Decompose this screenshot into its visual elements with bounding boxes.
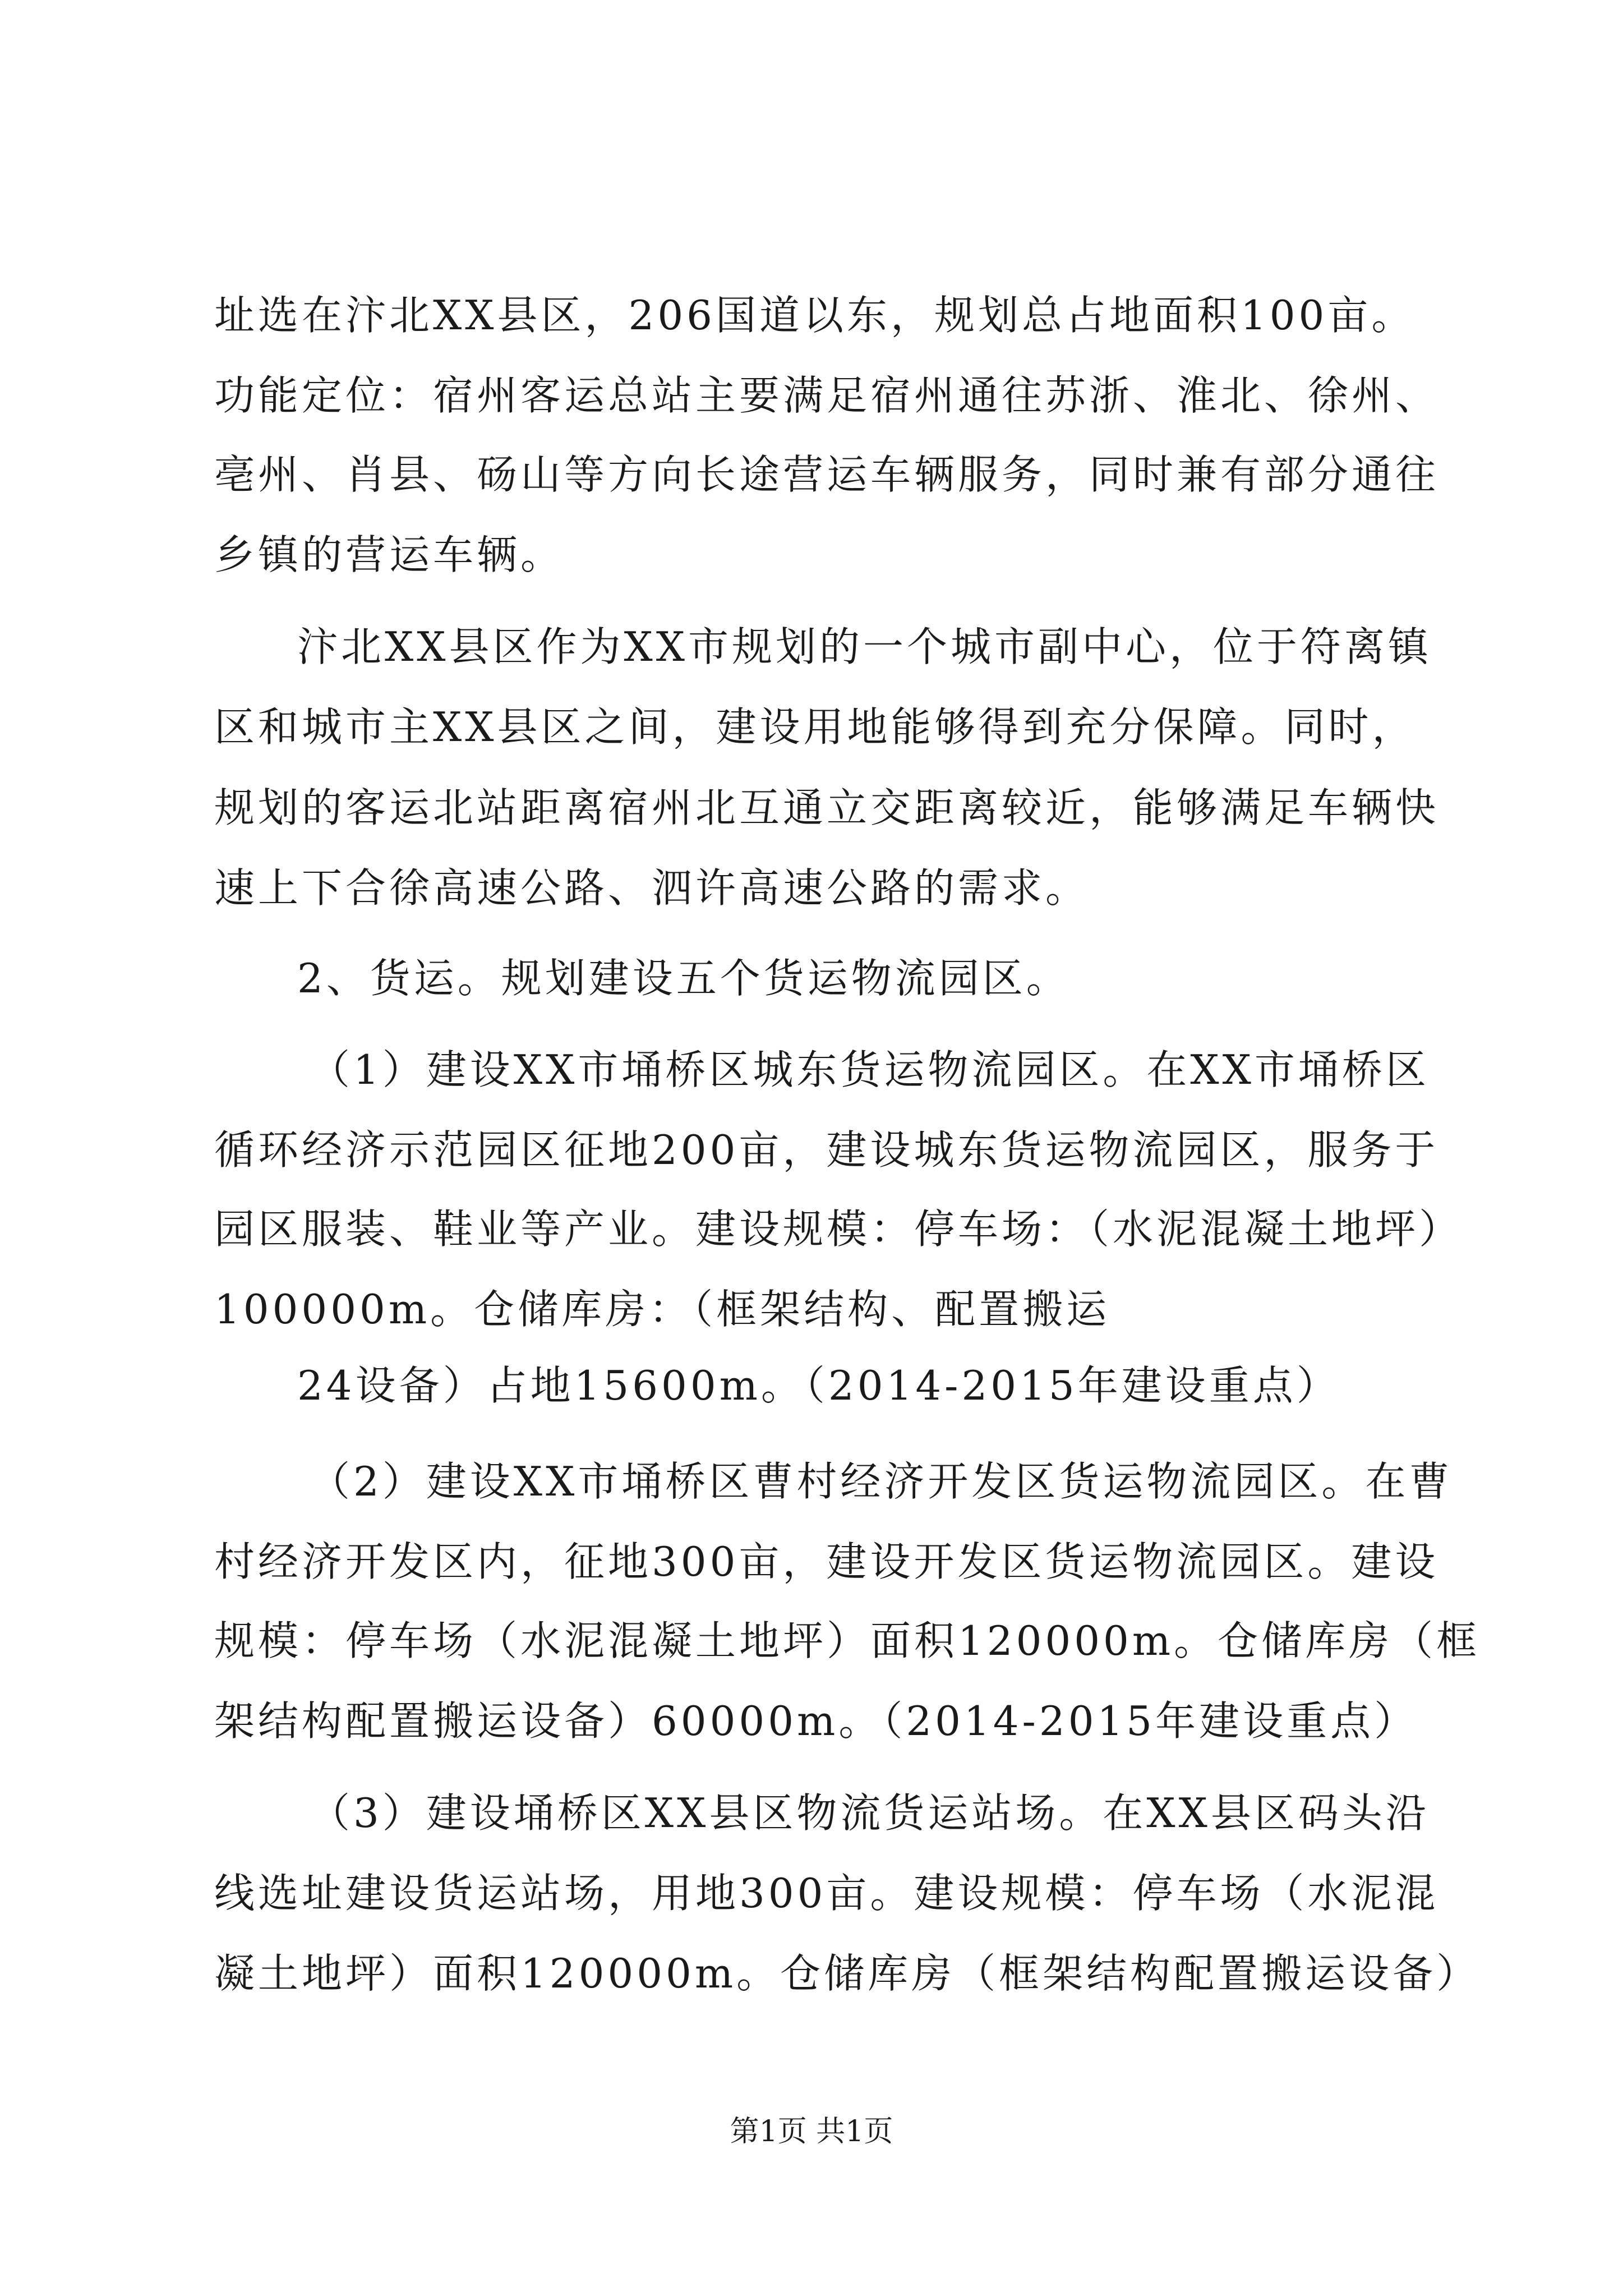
text-line: 园区服装、鞋业等产业。建设规模：停车场：（水泥混凝土地坪）: [214, 1205, 1463, 1253]
text-line: 24设备）占地15600m。（2014-2015年建设重点）: [297, 1362, 1340, 1409]
text-line: 功能定位：宿州客运总站主要满足宿州通往苏浙、淮北、徐州、: [214, 372, 1440, 419]
page-number-footer: 第1页 共1页: [730, 2115, 893, 2148]
text-line: 规划的客运北站距离宿州北互通立交距离较近，能够满足车辆快: [214, 784, 1440, 831]
text-line: 线选址建设货运站场，用地300亩。建设规模：停车场（水泥混: [214, 1870, 1439, 1917]
paragraph-start-line: （3）建设埇桥区XX县区物流货运站场。在XX县区码头沿: [310, 1789, 1430, 1837]
text-line: 架结构配置搬运设备）60000m。（2014-2015年建设重点）: [214, 1697, 1418, 1745]
text-line: 规模：停车场（水泥混凝土地坪）面积120000m。仓储库房（框: [214, 1617, 1481, 1664]
text-line: 凝土地坪）面积120000m。仓储库房（框架结构配置搬运设备）: [214, 1950, 1481, 1997]
text-line: 循环经济示范园区征地200亩，建设城东货运物流园区，服务于: [214, 1126, 1439, 1174]
text-line: 村经济开发区内，征地300亩，建设开发区货运物流园区。建设: [214, 1538, 1439, 1585]
text-line: 乡镇的营运车辆。: [214, 531, 565, 578]
text-line: 100000m。仓储库房：（框架结构、配置搬运: [214, 1286, 1110, 1333]
section-heading: 2、货运。规划建设五个货运物流园区。: [297, 955, 1070, 1002]
paragraph-start-line: （1）建设XX市埇桥区城东货运物流园区。在XX市埇桥区: [310, 1046, 1430, 1093]
text-line: 区和城市主XX县区之间，建设用地能够得到充分保障。同时，: [214, 703, 1416, 751]
paragraph-start-line: 汴北XX县区作为XX市规划的一个城市副中心，位于符离镇: [297, 623, 1432, 670]
text-line: 速上下合徐高速公路、泗许高速公路的需求。: [214, 864, 1090, 912]
text-line: 亳州、肖县、砀山等方向长途营运车辆服务，同时兼有部分通往: [214, 451, 1440, 498]
paragraph-start-line: （2）建设XX市埇桥区曹村经济开发区货运物流园区。在曹: [310, 1458, 1453, 1505]
text-line: 址选在汴北XX县区，206国道以东，规划总占地面积100亩。: [214, 292, 1415, 339]
